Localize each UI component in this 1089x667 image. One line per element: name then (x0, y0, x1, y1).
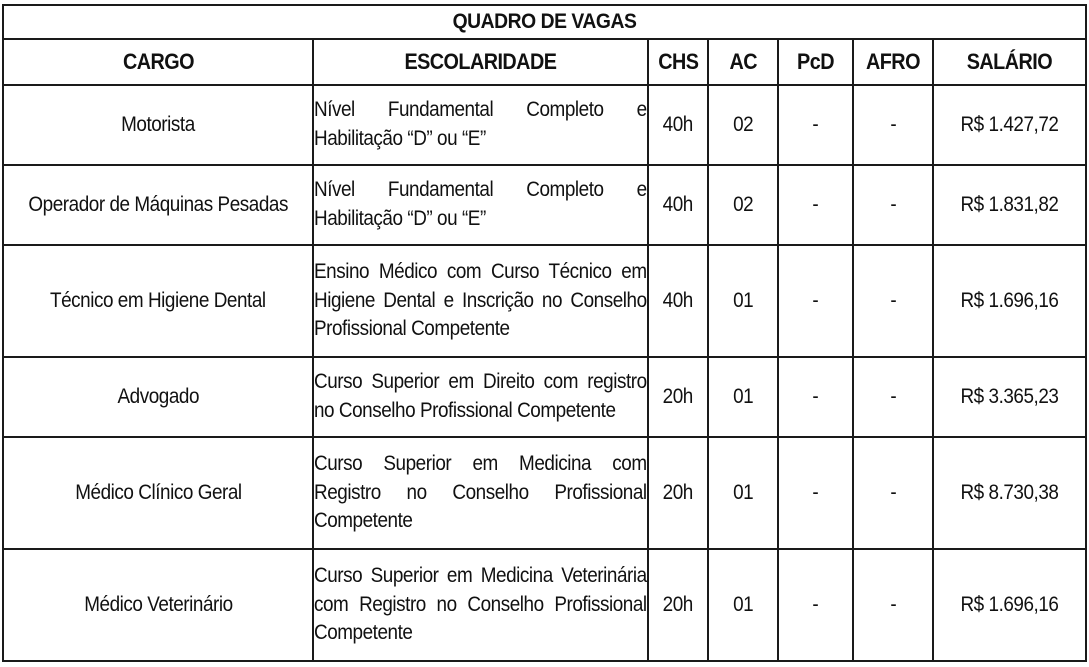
cell-cargo (3, 165, 313, 245)
table-row (3, 549, 1086, 661)
header-chs-label: CHS (657, 49, 699, 74)
pcd-text: - (812, 193, 819, 216)
cell-ac (708, 245, 778, 357)
ac-text: 01 (732, 481, 754, 504)
cell-ac (708, 165, 778, 245)
table-row (3, 245, 1086, 357)
cell-escolaridade (313, 357, 648, 437)
cell-escolaridade (313, 437, 648, 549)
salario-text: R$ 3.365,23 (960, 385, 1059, 408)
cell-afro (853, 357, 933, 437)
header-ac (708, 39, 778, 85)
escolaridade-text: Curso Superior em Medicina Veterinária com Registro no Conselho Profissional Competente (314, 563, 647, 645)
table-title: QUADRO DE VAGAS (46, 5, 1042, 39)
vacancy-table (2, 4, 1087, 662)
chs-text: 40h (662, 193, 694, 216)
pcd-text: - (812, 289, 819, 312)
cell-chs (648, 549, 708, 661)
cargo-text: Técnico em Higiene Dental (50, 289, 266, 312)
cell-cargo (3, 437, 313, 549)
cell-salario (933, 245, 1086, 357)
salario-text: R$ 1.696,16 (960, 593, 1059, 616)
chs-text: 20h (662, 593, 694, 616)
cell-afro (853, 549, 933, 661)
cell-escolaridade (313, 549, 648, 661)
cargo-text: Médico Clínico Geral (74, 481, 242, 504)
chs-text: 40h (662, 289, 694, 312)
pcd-text: - (812, 385, 819, 408)
cell-afro (853, 165, 933, 245)
cell-afro (853, 437, 933, 549)
salario-text: R$ 1.831,82 (960, 193, 1059, 216)
header-ac-label: AC (729, 49, 757, 74)
table-header-row (3, 39, 1086, 85)
ac-text: 01 (732, 289, 754, 312)
escolaridade-text: Nível Fundamental Completo e Habilitação “D” ou “E” (314, 98, 647, 150)
escolaridade-text: Ensino Médico com Curso Técnico em Higiene Dental e Inscrição no Conselho Profissional Competente (314, 259, 647, 341)
cell-salario (933, 165, 1086, 245)
escolaridade-text: Nível Fundamental Completo e Habilitação “D” ou “E” (314, 178, 647, 230)
ac-text: 02 (732, 193, 754, 216)
cell-chs (648, 85, 708, 165)
cell-cargo (3, 245, 313, 357)
cell-pcd (778, 357, 853, 437)
chs-text: 40h (662, 113, 694, 136)
header-afro-label: AFRO (866, 49, 920, 74)
header-escolaridade (313, 39, 648, 85)
cell-ac (708, 437, 778, 549)
cargo-text: Operador de Máquinas Pesadas (28, 193, 288, 216)
cell-pcd (778, 245, 853, 357)
table-row (3, 437, 1086, 549)
header-cargo-label: CARGO (122, 49, 194, 74)
cell-salario (933, 437, 1086, 549)
cell-pcd (778, 165, 853, 245)
afro-text: - (890, 193, 896, 216)
cell-escolaridade (313, 245, 648, 357)
cell-pcd (778, 85, 853, 165)
afro-text: - (890, 289, 896, 312)
cell-salario (933, 357, 1086, 437)
cell-cargo (3, 85, 313, 165)
cell-pcd (778, 549, 853, 661)
table-row (3, 85, 1086, 165)
cell-afro (853, 85, 933, 165)
ac-text: 01 (732, 385, 754, 408)
cell-ac (708, 85, 778, 165)
cell-ac (708, 549, 778, 661)
cell-cargo (3, 549, 313, 661)
afro-text: - (890, 113, 896, 136)
salario-text: R$ 1.696,16 (960, 289, 1059, 312)
cargo-text: Advogado (117, 385, 199, 408)
pcd-text: - (812, 113, 819, 136)
table-row (3, 165, 1086, 245)
chs-text: 20h (662, 385, 694, 408)
afro-text: - (890, 385, 896, 408)
pcd-text: - (812, 481, 819, 504)
cell-afro (853, 245, 933, 357)
escolaridade-text: Curso Superior em Medicina com Registro no Conselho Profissional Competente (314, 451, 647, 533)
table-title-row (3, 5, 1086, 39)
cell-salario (933, 549, 1086, 661)
header-pcd (778, 39, 853, 85)
header-escolaridade-label: ESCOLARIDADE (404, 49, 557, 74)
cell-chs (648, 245, 708, 357)
pcd-text: - (812, 593, 819, 616)
escolaridade-text: Curso Superior em Direito com registro no Conselho Profissional Competente (314, 370, 647, 422)
cell-escolaridade (313, 165, 648, 245)
cell-chs (648, 357, 708, 437)
salario-text: R$ 1.427,72 (960, 113, 1059, 136)
header-cargo (3, 39, 313, 85)
afro-text: - (890, 593, 896, 616)
cell-ac (708, 357, 778, 437)
table-row (3, 357, 1086, 437)
afro-text: - (890, 481, 896, 504)
cell-pcd (778, 437, 853, 549)
cell-salario (933, 85, 1086, 165)
header-chs (648, 39, 708, 85)
cell-escolaridade (313, 85, 648, 165)
header-salario (933, 39, 1086, 85)
ac-text: 01 (732, 593, 754, 616)
ac-text: 02 (732, 113, 754, 136)
cell-cargo (3, 357, 313, 437)
cell-chs (648, 165, 708, 245)
header-pcd-label: PcD (797, 49, 834, 74)
cargo-text: Motorista (121, 113, 195, 136)
cargo-text: Médico Veterinário (83, 593, 233, 616)
header-afro (853, 39, 933, 85)
header-salario-label: SALÁRIO (966, 49, 1053, 74)
cell-chs (648, 437, 708, 549)
salario-text: R$ 8.730,38 (960, 481, 1059, 504)
chs-text: 20h (662, 481, 694, 504)
